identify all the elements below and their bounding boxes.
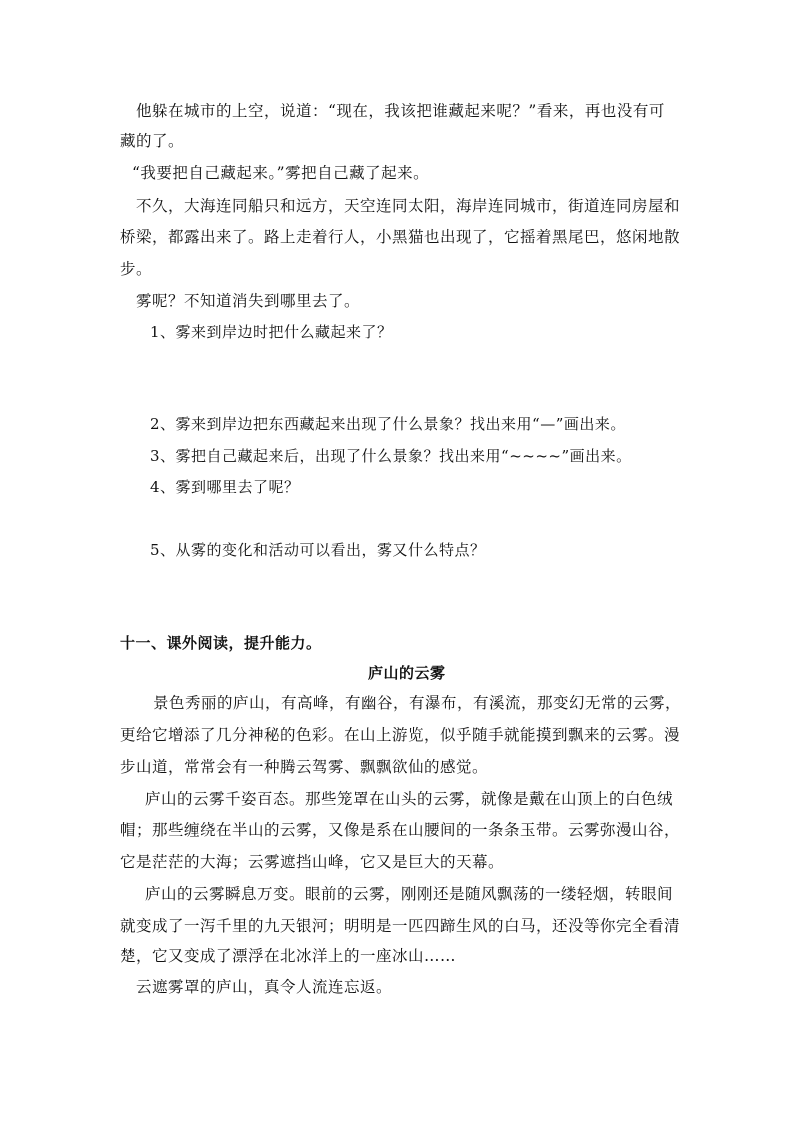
passage-title: 庐山的云雾 xyxy=(368,664,446,682)
passage-line: 庐山的云雾千姿百态。那些笼罩在山头的云雾，就像是戴在山顶上的白色绒 xyxy=(145,790,674,808)
story-line: 雾呢？不知道消失到哪里去了。 xyxy=(136,292,361,310)
question-2: 2、雾来到岸边把东西藏起来出现了什么景象？找出来用“—”画出来。 xyxy=(150,415,626,433)
question-1: 1、雾来到岸边时把什么藏起来了？ xyxy=(150,323,393,341)
question-4: 4、雾到哪里去了呢？ xyxy=(150,478,300,496)
story-line: “我要把自己藏起来。”雾把自己藏了起来。 xyxy=(132,164,430,182)
story-line: 桥梁，都露出来了。路上走着行人，小黑猫也出现了，它摇着黑尾巴，悠闲地散 xyxy=(120,228,681,246)
passage-line: 就变成了一泻千里的九天银河；明明是一匹四蹄生风的白马，还没等你完全看清 xyxy=(120,917,681,935)
passage-line: 帽；那些缠绕在半山的云雾，又像是系在山腰间的一条条玉带。云雾弥漫山谷， xyxy=(120,821,681,839)
question-5: 5、从雾的变化和活动可以看出，雾又什么特点？ xyxy=(150,541,486,559)
passage-line: 庐山的云雾瞬息万变。眼前的云雾，刚刚还是随风飘荡的一缕轻烟，转眼间 xyxy=(145,885,674,903)
passage-line: 更给它增添了几分神秘的色彩。在山上游览，似乎随手就能摸到飘来的云雾。漫 xyxy=(120,726,681,744)
story-line: 他躲在城市的上空，说道：“现在，我该把谁藏起来呢？”看来，再也没有可 xyxy=(136,102,665,120)
story-line: 藏的了。 xyxy=(120,132,185,150)
question-3: 3、雾把自己藏起来后，出现了什么景象？找出来用“~~~~”画出来。 xyxy=(150,447,632,465)
passage-line: 它是茫茫的大海；云雾遮挡山峰，它又是巨大的天幕。 xyxy=(120,853,505,871)
passage-line: 云遮雾罩的庐山，真令人流连忘返。 xyxy=(136,978,393,996)
section-heading: 十一、课外阅读，提升能力。 xyxy=(120,634,322,652)
passage-line: 景色秀丽的庐山，有高峰，有幽谷，有瀑布，有溪流，那变幻无常的云雾， xyxy=(153,694,682,712)
passage-line: 楚，它又变成了漂浮在北冰洋上的一座冰山…… xyxy=(120,947,457,965)
story-line: 步。 xyxy=(120,260,153,278)
passage-line: 步山道，常常会有一种腾云驾雾、飘飘欲仙的感觉。 xyxy=(120,758,489,776)
story-line: 不久，大海连同船只和远方，天空连同太阳，海岸连同城市，街道连同房屋和 xyxy=(136,197,681,215)
